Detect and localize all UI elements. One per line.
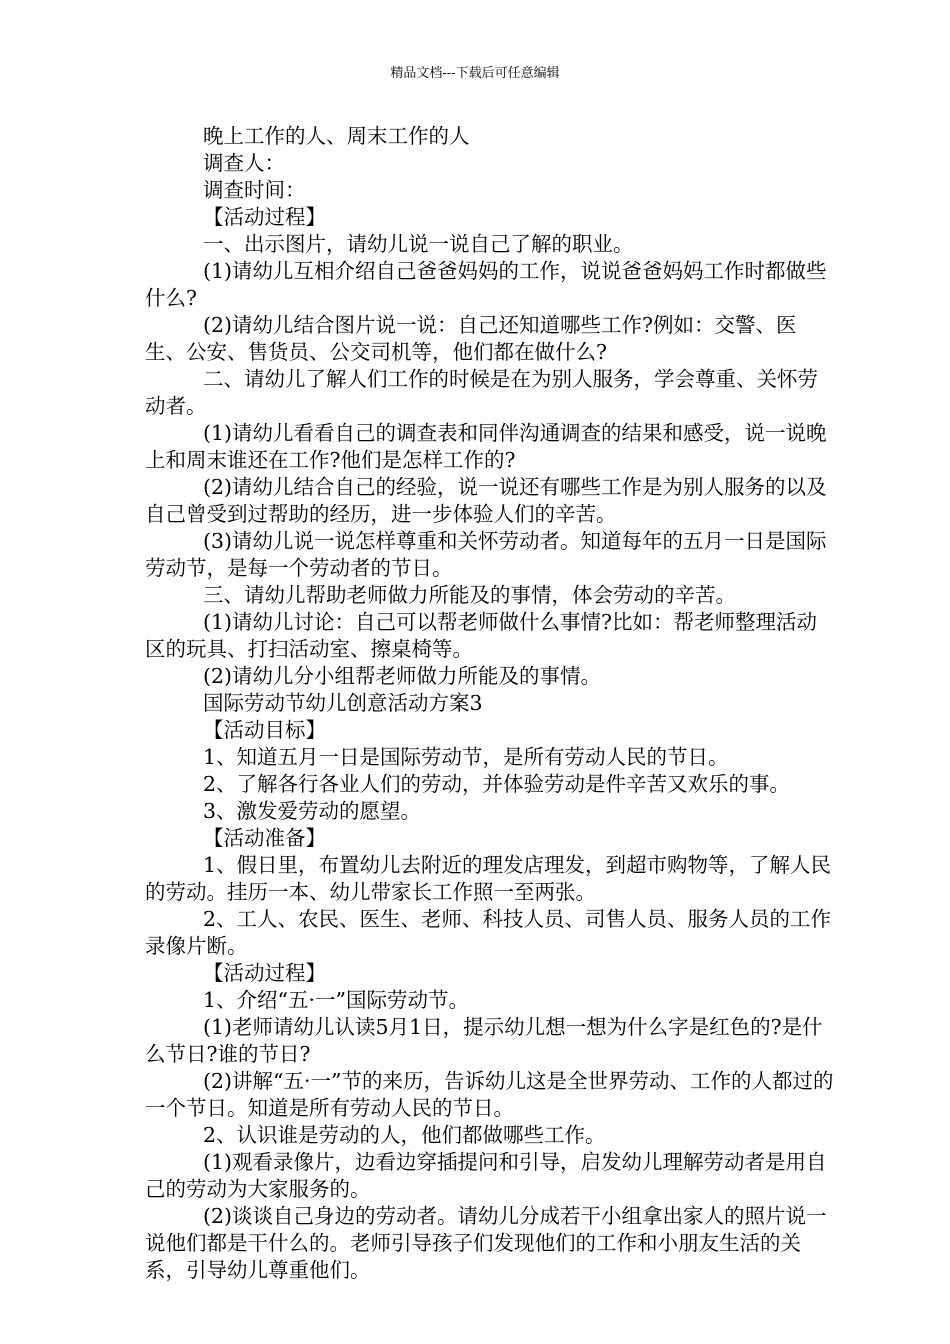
paragraph: 1、介绍“五·一”国际劳动节。 xyxy=(203,988,470,1012)
paragraph: 调查人： xyxy=(203,151,285,175)
paragraph: (3)请幼儿说一说怎样尊重和关怀劳动者。知道每年的五月一日是国际劳动节，是每一个劳动者的节日。 xyxy=(145,529,827,580)
paragraph: (2)请幼儿分小组帮老师做力所能及的事情。 xyxy=(203,664,602,688)
paragraph: 2、工人、农民、医生、老师、科技人员、司售人员、服务人员的工作录像片断。 xyxy=(145,907,832,958)
paragraph: 三、请幼儿帮助老师做力所能及的事情，体会劳动的辛苦。 xyxy=(203,583,736,607)
paragraph: (1)请幼儿看看自己的调查表和同伴沟通调查的结果和感受，说一说晚上和周末谁还在工作?他们是怎样工作的? xyxy=(145,421,827,472)
paragraph: 晚上工作的人、周末工作的人 xyxy=(203,124,470,148)
paragraph: (2)请幼儿结合图片说一说：自己还知道哪些工作?例如：交警、医生、公安、售货员、公交司机等，他们都在做什么? xyxy=(145,313,797,364)
paragraph: (2)请幼儿结合自己的经验，说一说还有哪些工作是为别人服务的以及自己曾受到过帮助的经历，进一步体验人们的辛苦。 xyxy=(145,475,827,526)
paragraph: (1)请幼儿讨论：自己可以帮老师做什么事情?比如：帮老师整理活动区的玩具、打扫活动室、擦桌椅等。 xyxy=(145,610,818,661)
section-heading: 【活动过程】 xyxy=(203,961,326,985)
section-title: 国际劳动节幼儿创意活动方案3 xyxy=(203,691,483,715)
document-body xyxy=(145,123,835,1284)
paragraph: 2、了解各行各业人们的劳动，并体验劳动是件辛苦又欢乐的事。 xyxy=(203,772,791,796)
paragraph: 调查时间： xyxy=(203,178,306,202)
paragraph: 2、认识谁是劳动的人，他们都做哪些工作。 xyxy=(203,1123,606,1147)
paragraph: 二、请幼儿了解人们工作的时候是在为别人服务，学会尊重、关怀劳动者。 xyxy=(145,367,818,418)
paragraph: (1)老师请幼儿认读5月1日，提示幼儿想一想为什么字是红色的?是什么节日?谁的节日? xyxy=(145,1015,823,1066)
paragraph: (1)请幼儿互相介绍自己爸爸妈妈的工作，说说爸爸妈妈工作时都做些什么? xyxy=(145,259,827,310)
section-heading: 【活动过程】 xyxy=(203,205,326,229)
page-header: 精品文档---下载后可任意编辑 xyxy=(390,66,560,81)
paragraph: 一、出示图片，请幼儿说一说自己了解的职业。 xyxy=(203,232,634,256)
section-heading: 【活动目标】 xyxy=(203,718,326,742)
paragraph: 1、知道五月一日是国际劳动节，是所有劳动人民的节日。 xyxy=(203,745,729,769)
paragraph: (2)讲解“五·一”节的来历，告诉幼儿这是全世界劳动、工作的人都过的一个节日。知道是所有劳动人民的节日。 xyxy=(145,1069,834,1120)
paragraph: (1)观看录像片，边看边穿插提问和引导，启发幼儿理解劳动者是用自己的劳动为大家服务的。 xyxy=(145,1150,827,1201)
section-heading: 【活动准备】 xyxy=(203,826,326,850)
paragraph: 3、激发爱劳动的愿望。 xyxy=(203,799,422,823)
paragraph: (2)谈谈自己身边的劳动者。请幼儿分成若干小组拿出家人的照片说一说他们都是干什么的。老师引导孩子们发现他们的工作和小朋友生活的关系，引导幼儿尊重他们。 xyxy=(145,1204,827,1282)
paragraph: 1、假日里，布置幼儿去附近的理发店理发，到超市购物等，了解人民的劳动。挂历一本、幼儿带家长工作照一至两张。 xyxy=(145,853,832,904)
